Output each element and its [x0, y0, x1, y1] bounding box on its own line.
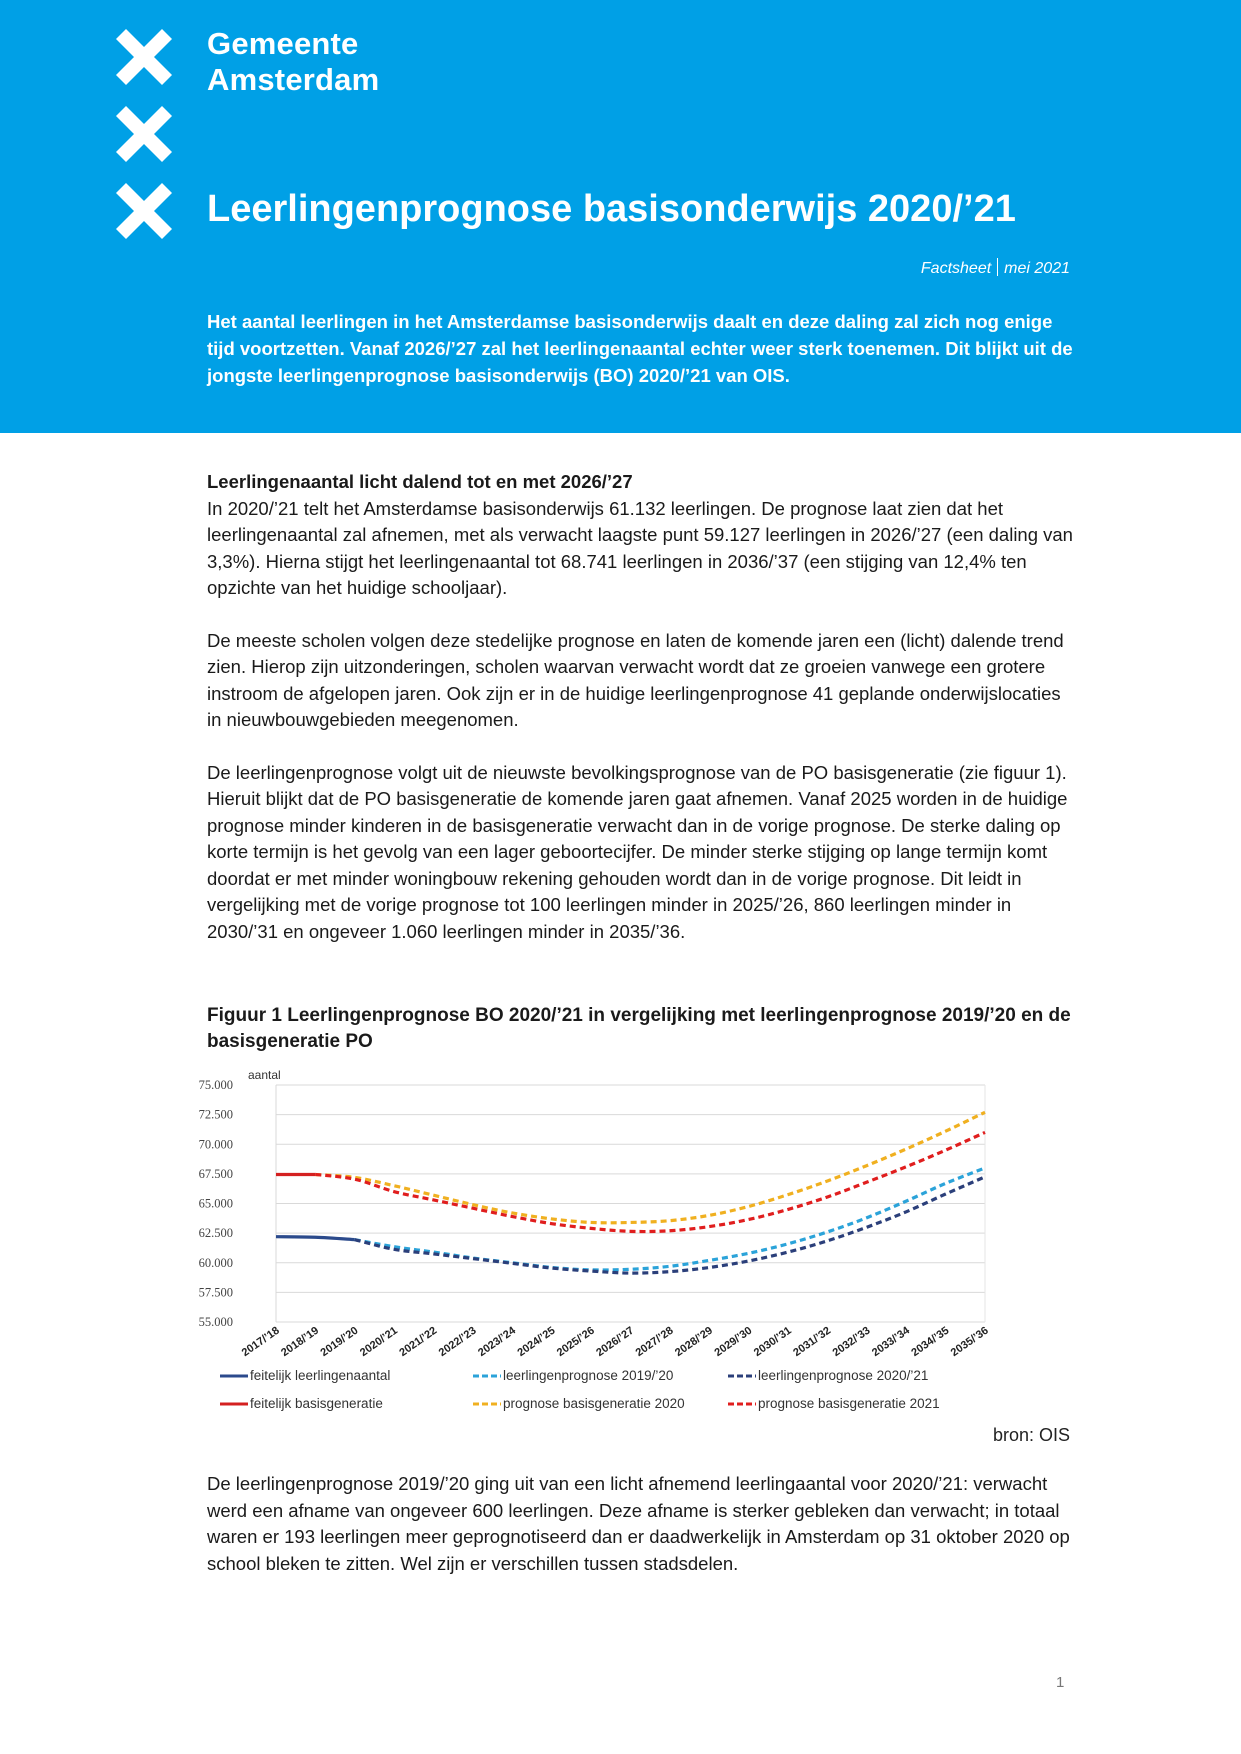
header-banner — [0, 0, 1241, 433]
amsterdam-x-icon — [112, 179, 176, 243]
figure-title: Figuur 1 Leerlingenprognose BO 2020/’21 in vergelijking met leerlingenprognose 2019/’20 en de basisgeneratie PO — [207, 1005, 1071, 1052]
legend-swatch-icon — [473, 1371, 501, 1381]
y-tick-label: 55.000 — [198, 1315, 233, 1329]
page-title: Leerlingenprognose basisonderwijs 2020/’21 — [207, 188, 1016, 230]
legend-item — [728, 1396, 940, 1411]
y-tick-label: 75.000 — [198, 1078, 233, 1092]
brand-line-1: Gemeente — [207, 26, 359, 61]
paragraph: In 2020/’21 telt het Amsterdamse basisonderwijs 61.132 leerlingen. De prognose laat zien dat het leerlingenaantal zal afnemen, met als verwacht laagste punt 59.127 leerlingen in 2026/’27 (een daling van 3,3%). Hierna stijgt het leerlingenaantal tot 68.741 leerlingen in 2036/’37 (een stijging van 12,4% ten opzichte van het huidige schooljaar). — [207, 497, 1073, 598]
legend-label: leerlingenprognose 2019/’20 — [503, 1368, 674, 1383]
series-line — [315, 1132, 985, 1231]
y-tick-label: 70.000 — [198, 1137, 233, 1152]
paragraph: De leerlingenprognose volgt uit de nieuwste bevolkingsprognose van de PO basisgeneratie (zie figuur 1). Hieruit blijkt dat de PO basisgeneratie de komende jaren gaat afnemen. Vanaf 2025 worden in de huidige prognose minder kinderen in de basisgeneratie verwacht dan in de vorige prognose. De sterke daling op korte termijn is het gevolg van een lager geboortecijfer. De minder sterke stijging op lange termijn komt doordat er met minder woningbouw rekening gehouden wordt dan in de vorige prognose. Dit leidt in vergelijking met de vorige prognose tot 100 leerlingen minder in 2025/’26, 860 leerlingen minder in 2030/’31 en ongeveer 1.060 leerlingen minder in 2035/’36. — [207, 761, 1068, 942]
legend-item — [220, 1368, 390, 1383]
legend-label: feitelijk basisgeneratie — [250, 1396, 383, 1411]
legend-swatch-icon — [473, 1399, 501, 1409]
legend-swatch-icon — [728, 1371, 756, 1381]
page-number: 1 — [1056, 1674, 1065, 1691]
x-tick-label: 2032/’33 — [830, 1324, 873, 1360]
y-tick-label: 60.000 — [198, 1255, 233, 1270]
x-tick-label: 2020/’21 — [357, 1324, 400, 1360]
x-tick-label: 2025/’26 — [554, 1324, 597, 1360]
chart-legend — [220, 1368, 1020, 1424]
doc-meta — [921, 258, 1070, 278]
legend-item — [473, 1368, 673, 1383]
x-tick-label: 2024/’25 — [515, 1324, 558, 1360]
section-2 — [207, 1471, 1077, 1577]
y-axis-label: aantal — [248, 1068, 281, 1082]
legend-item — [220, 1396, 383, 1411]
section-1 — [207, 469, 1077, 945]
y-tick-label: 65.000 — [198, 1196, 233, 1211]
x-tick-label: 2023/’24 — [476, 1324, 519, 1360]
legend-label: leerlingenprognose 2020/’21 — [758, 1368, 929, 1383]
y-tick-label: 72.500 — [198, 1107, 233, 1122]
y-tick-label: 62.500 — [198, 1226, 233, 1241]
x-tick-label: 2031/’32 — [791, 1324, 834, 1360]
divider — [997, 258, 998, 276]
y-tick-label: 57.500 — [198, 1285, 233, 1300]
legend-swatch-icon — [220, 1399, 248, 1409]
doc-type: Factsheet — [920, 260, 992, 277]
x-tick-label: 2035/’36 — [948, 1324, 991, 1360]
legend-item — [473, 1396, 685, 1411]
x-tick-label: 2026/’27 — [594, 1324, 637, 1360]
x-tick-label: 2030/’31 — [751, 1324, 794, 1360]
legend-label: prognose basisgeneratie 2020 — [503, 1396, 685, 1411]
section-heading: Leerlingenaantal licht dalend tot en met 2026/’27 — [207, 471, 633, 492]
legend-swatch-icon — [220, 1371, 248, 1381]
x-tick-label: 2034/’35 — [909, 1324, 952, 1360]
legend-label: prognose basisgeneratie 2021 — [758, 1396, 940, 1411]
brand-line-2: Amsterdam — [207, 62, 380, 97]
legend-item — [728, 1368, 928, 1383]
figure-source: bron: OIS — [992, 1425, 1070, 1445]
series-line — [355, 1177, 985, 1273]
intro-text: Het aantal leerlingen in het Amsterdamse basisonderwijs daalt en deze daling zal zich nog enige tijd voortzetten. Vanaf 2026/’27 zal het leerlingenaantal echter weer sterk toenemen. Dit blijkt uit de jongste leerlingenprognose basisonderwijs (BO) 2020/’21 van OIS. — [207, 311, 1073, 386]
brand-name — [207, 26, 379, 98]
x-tick-label: 2022/’23 — [436, 1324, 479, 1360]
legend-label: feitelijk leerlingenaantal — [250, 1368, 391, 1383]
series-line — [315, 1112, 985, 1223]
amsterdam-x-icon — [112, 102, 176, 166]
x-tick-label: 2029/’30 — [712, 1324, 755, 1360]
series-line — [276, 1237, 355, 1240]
x-tick-label: 2027/’28 — [633, 1324, 676, 1360]
x-tick-label: 2018/’19 — [279, 1324, 322, 1360]
x-tick-label: 2019/’20 — [318, 1324, 361, 1360]
x-tick-label: 2017/’18 — [239, 1324, 282, 1360]
y-tick-label: 67.500 — [198, 1166, 233, 1181]
legend-swatch-icon — [728, 1399, 756, 1409]
x-tick-label: 2021/’22 — [397, 1324, 440, 1360]
doc-date: mei 2021 — [1004, 260, 1070, 277]
x-tick-label: 2033/’34 — [869, 1324, 912, 1360]
paragraph: De leerlingenprognose 2019/’20 ging uit van een licht afnemend leerlingaantal voor 2020/’21: verwacht werd een afname van ongeveer 600 leerlingen. Deze afname is sterker gebleken dan verwacht; in totaal waren er 193 leerlingen meer geprognotiseerd dan er daadwerkelijk in Amsterdam op 31 oktober 2020 op school bleken te zitten. Wel zijn er verschillen tussen stadsdelen. — [207, 1473, 1070, 1574]
paragraph: De meeste scholen volgen deze stedelijke prognose en laten de komende jaren een (licht) dalende trend zien. Hierop zijn uitzonderingen, scholen waarvan verwacht wordt dat ze groeien vanwege een grotere instroom de afgelopen jaren. Ook zijn er in de huidige leerlingenprognose 41 geplande onderwijslocaties in nieuwbouwgebieden meegenomen. — [207, 629, 1064, 730]
amsterdam-x-icon — [112, 25, 176, 89]
x-tick-label: 2028/’29 — [673, 1324, 715, 1360]
